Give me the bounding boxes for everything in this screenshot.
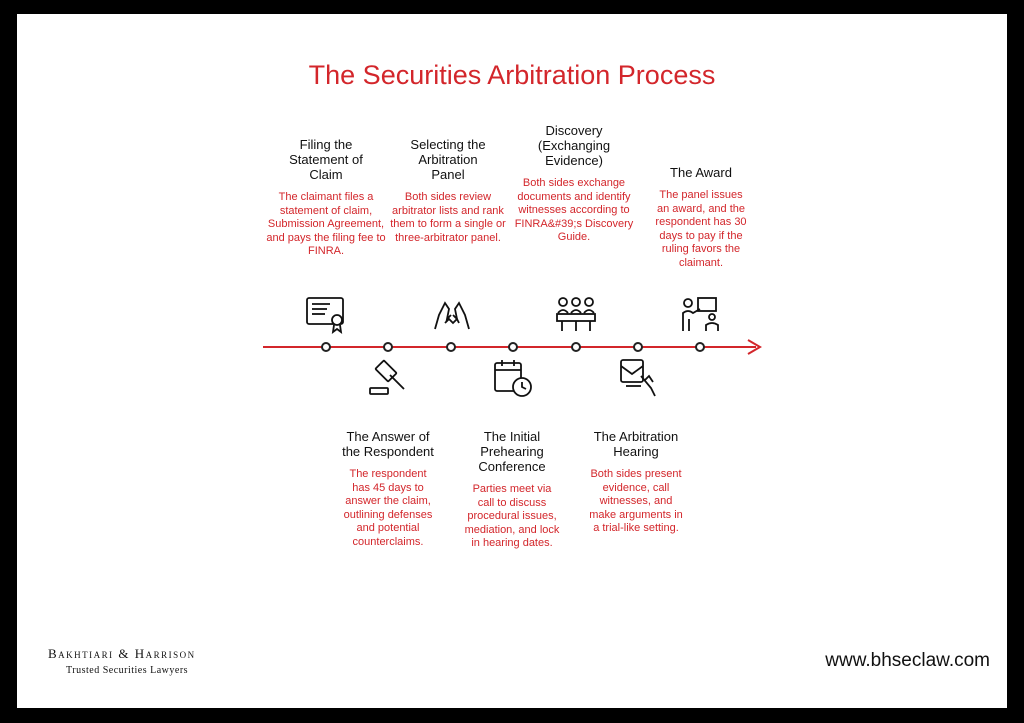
step-filing-claim [261, 137, 391, 259]
step-title: Discovery (Exchanging Evidence) [537, 123, 611, 168]
timeline-node [509, 343, 517, 351]
step-description: The panel issues an award, and the respondent has 30 days to pay if the ruling favors the claimant. [655, 189, 747, 269]
presentation-icon [680, 295, 722, 335]
timeline-node [572, 343, 580, 351]
step-title: The Answer of the Respondent [342, 429, 434, 459]
step-description: Parties meet via call to discuss procedural issues, mediation, and lock in hearing dates. [464, 483, 560, 549]
timeline-node [447, 343, 455, 351]
handshake-icon [431, 295, 473, 335]
step-description: The claimant files a statement of claim, Submission Agreement, and pays the filing fee to FINRA. [266, 191, 386, 257]
step-description: Both sides present evidence, call witnesses, and make arguments in a trial-like setting. [589, 468, 683, 534]
step-title: The Initial Prehearing Conference [478, 429, 546, 474]
step-description: Both sides exchange documents and identify witnesses according to FINRA&#39;s Discovery Guide. [514, 177, 634, 243]
step-title: The Arbitration Hearing [593, 429, 679, 459]
brand-tagline: Trusted Securities Lawyers [66, 665, 189, 676]
timeline-node [634, 343, 642, 351]
step-title: Filing the Statement of Claim [289, 137, 363, 182]
step-title: The Award [670, 165, 732, 180]
meeting-table-icon [555, 295, 597, 335]
timeline-node [384, 343, 392, 351]
document-hand-icon [617, 358, 661, 398]
timeline-node [322, 343, 330, 351]
step-title: Selecting the Arbitration Panel [410, 137, 486, 182]
step-arbitration-hearing [571, 429, 701, 536]
step-prehearing-conference [447, 429, 577, 551]
timeline-node [696, 343, 704, 351]
step-answer-respondent [323, 429, 453, 549]
certificate-icon [305, 295, 347, 335]
step-description: Both sides review arbitrator lists and rank them to form a single or three-arbitrator panel. [390, 191, 506, 244]
website-url: www.bhseclaw.com [825, 650, 990, 671]
step-description: The respondent has 45 days to answer the claim, outlining defenses and potential counterclaims. [343, 468, 433, 548]
step-discovery [509, 123, 639, 245]
brand-name: Bakhtiari & Harrison [48, 646, 196, 661]
page-title: The Securities Arbitration Process [308, 60, 716, 90]
calendar-clock-icon [492, 358, 536, 398]
brand-logo [48, 646, 196, 676]
step-award [636, 165, 766, 270]
gavel-icon [366, 358, 410, 398]
step-selecting-panel [383, 137, 513, 245]
